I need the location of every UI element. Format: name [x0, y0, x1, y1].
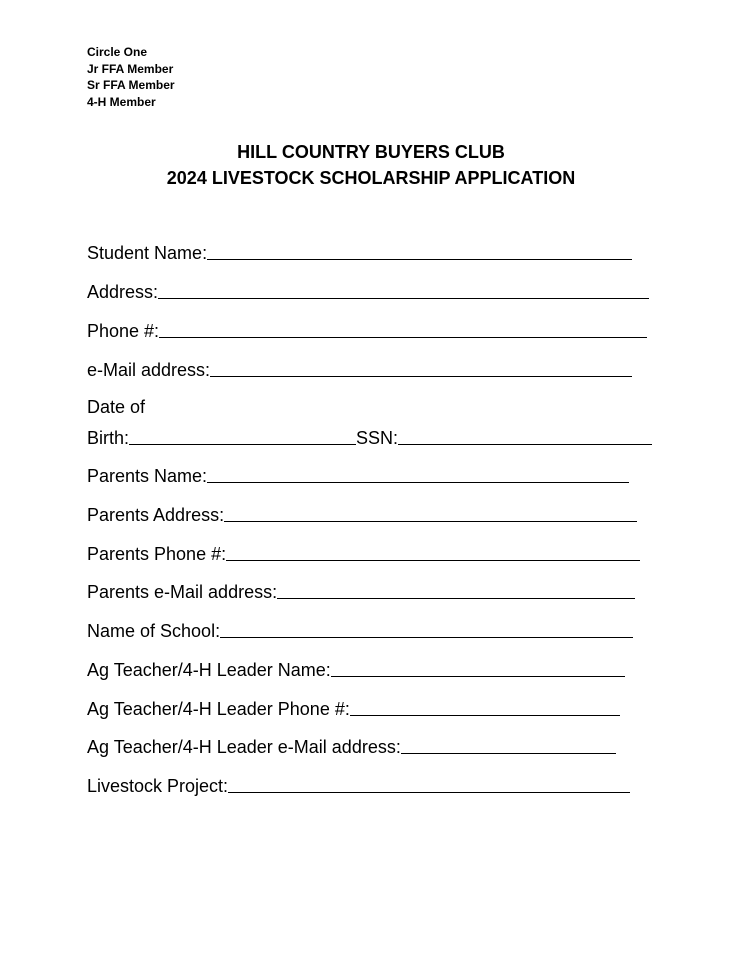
student-name-label: Student Name: [87, 243, 208, 263]
email-label: e-Mail address: [87, 360, 211, 380]
livestock-project-field [87, 773, 630, 797]
option-sr-ffa[interactable]: Sr FFA Member [87, 78, 175, 92]
ssn-input-line[interactable] [398, 444, 652, 445]
leader-phone-input-line[interactable] [350, 715, 620, 716]
leader-phone-field [87, 696, 620, 720]
address-label: Address: [87, 282, 159, 302]
parents-phone-input-line[interactable] [226, 560, 640, 561]
parents-phone-label: Parents Phone #: [87, 544, 227, 564]
parents-email-field [87, 579, 635, 603]
ssn-label: SSN: [356, 428, 399, 448]
address-field [87, 279, 649, 303]
livestock-project-label: Livestock Project: [87, 776, 229, 796]
leader-email-input-line[interactable] [401, 753, 616, 754]
leader-name-field [87, 657, 625, 681]
page-title [0, 139, 742, 191]
circle-one-heading: Circle One [87, 45, 148, 59]
option-4h[interactable]: 4-H Member [87, 94, 156, 109]
dob-input-line[interactable] [129, 444, 356, 445]
dob-label-line2: Birth: [87, 428, 130, 448]
phone-field [87, 318, 647, 342]
option-jr-ffa[interactable]: Jr FFA Member [87, 61, 174, 76]
parents-address-label: Parents Address: [87, 505, 225, 525]
livestock-project-input-line[interactable] [228, 792, 630, 793]
leader-phone-label: Ag Teacher/4-H Leader Phone #: [87, 699, 350, 719]
dob-ssn-field [87, 425, 652, 449]
email-input-line[interactable] [210, 376, 632, 377]
phone-label: Phone #: [87, 321, 160, 341]
leader-name-input-line[interactable] [331, 676, 625, 677]
leader-email-label: Ag Teacher/4-H Leader e-Mail address: [87, 737, 401, 757]
parents-name-field [87, 463, 629, 487]
parents-name-input-line[interactable] [207, 482, 629, 483]
student-name-field [87, 240, 632, 264]
parents-address-field [87, 502, 637, 526]
parents-phone-field [87, 541, 640, 565]
email-field [87, 357, 632, 381]
school-input-line[interactable] [220, 637, 633, 638]
parents-address-input-line[interactable] [224, 521, 637, 522]
leader-email-field [87, 734, 616, 758]
title-line-1: HILL COUNTRY BUYERS CLUB [237, 142, 505, 162]
student-name-input-line[interactable] [207, 259, 632, 260]
parents-email-input-line[interactable] [277, 598, 635, 599]
school-label: Name of School: [87, 621, 221, 641]
school-field [87, 618, 633, 642]
address-input-line[interactable] [158, 298, 649, 299]
phone-input-line[interactable] [159, 337, 647, 338]
circle-one-block [87, 44, 175, 110]
parents-email-label: Parents e-Mail address: [87, 582, 278, 602]
leader-name-label: Ag Teacher/4-H Leader Name: [87, 660, 331, 680]
dob-label-line1: Date of [87, 397, 146, 417]
title-line-2: 2024 LIVESTOCK SCHOLARSHIP APPLICATION [166, 168, 576, 188]
parents-name-label: Parents Name: [87, 466, 208, 486]
